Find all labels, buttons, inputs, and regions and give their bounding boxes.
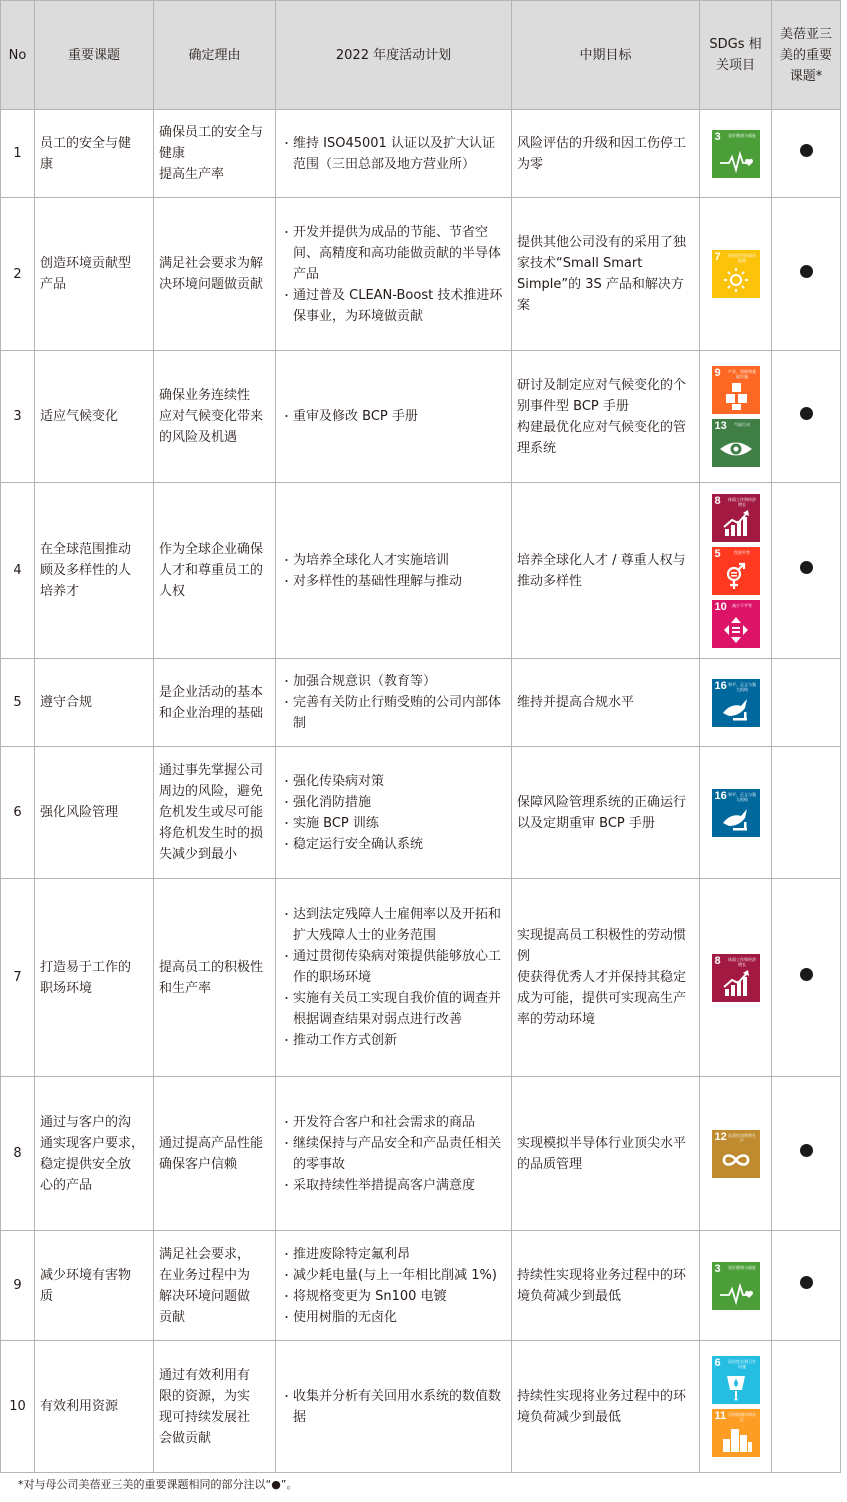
reason-line: 人才和尊重员工的 [159,563,264,578]
plan-list [281,771,506,855]
topic-line: 创造环境贡献型 [40,256,132,271]
reason-cell [154,483,276,659]
parent-match-dot [800,968,813,981]
plan-item: ・ 强化消防措施 [281,792,506,813]
reason-line: 通过有效利用有 [159,1367,251,1383]
sdg-list [700,494,771,648]
plan-item: ・ 维持 ISO45001 认证以及扩大认证范围（三田总部及地方营业所） [281,133,506,175]
topic-line: 打造易于工作的 [40,959,132,975]
sdg-number: 8 [714,954,721,967]
parent-mark-cell [772,351,841,483]
row-number: 10 [1,1341,35,1473]
sdg-cell [700,198,772,351]
plan-item: ・ 推动工作方式创新 [281,1030,506,1051]
parent-mark-cell [772,1077,841,1231]
reason-line: 提高生产率 [159,167,225,182]
water-drop-icon [712,1356,760,1404]
row-number: 7 [1,879,35,1077]
topic-line: 适应气候变化 [40,409,119,424]
plan-item: ・ 达到法定残障人士雇佣率以及开拓和扩大残障人士的业务范围 [281,904,506,946]
reason-cell [154,110,276,198]
topic-cell [35,198,154,351]
reason-line: 和生产率 [159,980,212,996]
sdg-title: 体面工作和经济增长 [728,956,756,967]
reason-line: 通过事先掌握公司 [159,763,264,778]
table-row [1,198,841,351]
plan-item: ・ 通过贯彻传染病对策提供能够放心工作的职场环境 [281,946,506,988]
goal-text: 培养全球化人才 / 尊重人权与推动多样性 [517,552,686,589]
topic-cell [35,1231,154,1341]
topic-line: 顾及多样性的人 [40,563,132,578]
goal-text: 提供其他公司没有的采用了独家技术“Small Smart Simple”的 3S 产品和解决方案 [517,235,687,313]
plan-cell [276,198,512,351]
plan-item: ・ 开发符合客户和社会需求的商品 [281,1112,506,1133]
topic-line: 有效利用资源 [40,1399,119,1414]
sdg-title: 清洁饮水和卫生设施 [728,1359,756,1369]
topic-line: 康 [40,156,54,172]
plan-cell [276,110,512,198]
sdg-title: 产业、创新和基础设施 [728,369,756,379]
sdg-list [700,1262,771,1310]
city-buildings-icon [712,1409,760,1457]
sdg-title: 和平、正义与强大机构 [728,681,756,692]
topic-line: 通实现客户要求， [40,1135,145,1151]
plan-item: ・ 通过普及 CLEAN-Boost 技术推进环保事业，为环境做贡献 [281,285,506,327]
plan-item: ・ 减少耗电量(与上一年相比削减 1%) [281,1265,506,1286]
sdg-number: 13 [714,420,727,432]
topic-cell [35,879,154,1077]
plan-item: ・ 将规格变更为 Sn100 电镀 [281,1286,506,1307]
topic-cell [35,747,154,879]
sdg-cell [700,351,772,483]
parent-mark-cell [772,1341,841,1473]
plan-item: ・ 使用树脂的无卤化 [281,1307,506,1328]
reason-line: 和企业治理的基础 [159,705,264,721]
plan-item: ・ 推进废除特定氟利昂 [281,1244,506,1265]
footnote: *对与母公司美蓓亚三美的重要课题相同的部分注以“●”。 [18,1478,298,1491]
goal-text: 研讨及制定应对气候变化的个别事件型 BCP 手册 [517,377,687,414]
plan-cell [276,659,512,747]
header-sdgs: SDGs 相关项目 [700,1,772,110]
topic-cell [35,1077,154,1231]
topic-cell [35,483,154,659]
plan-item: ・ 实施 BCP 训练 [281,813,506,834]
sdg-title: 良好健康与福祉 [728,1264,756,1270]
table-row [1,747,841,879]
reason-line: 的风险及机遇 [159,430,238,445]
table-row [1,1231,841,1341]
sdg-number: 16 [714,789,727,802]
sdg-number: 3 [714,1262,721,1275]
reason-line: 决环境问题做贡献 [159,277,264,292]
topic-cell [35,110,154,198]
plan-item: ・ 为培养全球化人才实施培训 [281,550,506,571]
plan-list [281,1244,506,1328]
goal-text: 实现提高员工积极性的劳动惯例 [517,928,687,964]
goal-cell [512,198,700,351]
topic-line: 在全球范围推动 [40,542,132,557]
sdg-list [700,789,771,837]
sdg-goal-9-badge [712,366,760,414]
topic-line: 质 [40,1288,54,1304]
reason-line: 解决环境问题做 [159,1288,251,1304]
plan-cell [276,1341,512,1473]
plan-item: ・ 继续保持与产品安全和产品责任相关的零事故 [281,1133,506,1175]
plan-list [281,406,506,427]
growth-chart-icon [712,954,760,1002]
sdg-list [700,130,771,178]
goal-text: 维持并提高合规水平 [517,695,635,710]
sdg-goal-16-badge [712,679,760,727]
topic-cell [35,351,154,483]
reason-cell [154,1341,276,1473]
topic-line: 遵守合规 [40,695,93,710]
sdg-cell [700,1231,772,1341]
reason-cell [154,351,276,483]
reason-line: 贡献 [159,1309,186,1325]
table-row [1,1077,841,1231]
table-row [1,659,841,747]
header-row [1,1,841,110]
plan-list [281,550,506,592]
sdg-number: 12 [714,1130,727,1143]
plan-item: ・ 加强合规意识（教育等） [281,671,506,692]
reason-line: 提高员工的积极性 [159,959,264,975]
header-plan: 2022 年度活动计划 [276,1,512,110]
topic-line: 产品 [40,277,67,292]
sdg-goal-10-badge [712,600,760,648]
parent-mark-cell [772,1231,841,1341]
parent-mark-cell [772,483,841,659]
reason-line: 满足社会要求， [159,1246,251,1262]
plan-cell [276,1077,512,1231]
goal-text: 构建最优化应对气候变化的管理系统 [517,419,687,456]
sdg-title: 良好健康与福祉 [728,132,756,138]
reduced-inequality-icon [712,600,760,648]
topic-cell [35,659,154,747]
reason-line: 满足社会要求为解 [159,256,264,271]
parent-match-dot [800,265,813,278]
sdg-cell [700,483,772,659]
parent-match-dot [800,561,813,574]
plan-cell [276,747,512,879]
sdg-goal-3-badge [712,130,760,178]
sdg-goal-6-badge [712,1356,760,1404]
sdg-list [700,679,771,727]
reason-line: 危机发生或尽可能 [159,805,264,820]
sdg-list [700,1356,771,1457]
reason-line: 限的资源，为实 [159,1388,251,1404]
plan-item: ・ 强化传染病对策 [281,771,506,792]
plan-list [281,222,506,327]
plan-cell [276,879,512,1077]
topic-line: 心的产品 [40,1177,93,1193]
sdg-title: 和平、正义与强大机构 [728,791,756,802]
topic-line: 强化风险管理 [40,805,119,820]
goal-cell [512,1231,700,1341]
sdg-number: 7 [714,251,721,263]
sdg-title: 减少不平等 [732,602,752,608]
infinity-icon [712,1130,760,1178]
sdg-goal-8-badge [712,494,760,542]
reason-line: 健康 [159,146,186,161]
sdg-cell [700,110,772,198]
parent-mark-cell [772,110,841,198]
parent-mark-cell [772,198,841,351]
plan-item: ・ 重审及修改 BCP 手册 [281,406,506,427]
goal-text: 风险评估的升级和因工伤停工为零 [517,135,687,172]
goal-text: 持续性实现将业务过程中的环境负荷减少到最低 [517,1388,687,1425]
reason-line: 人权 [159,584,186,599]
goal-cell [512,351,700,483]
row-number: 3 [1,351,35,483]
goal-cell [512,879,700,1077]
gender-equality-icon [712,547,760,595]
sdg-goal-3-badge [712,1262,760,1310]
sdg-list [700,366,771,467]
parent-match-dot [800,1144,813,1157]
eye-earth-icon [712,419,760,467]
topic-line: 职场环境 [40,980,93,996]
row-number: 4 [1,483,35,659]
sdg-list [700,250,771,298]
table-row [1,351,841,483]
heartbeat-icon [712,1262,760,1310]
header-topic: 重要课题 [35,1,154,110]
sdg-goal-8-badge [712,954,760,1002]
parent-mark-cell [772,879,841,1077]
reason-cell [154,1231,276,1341]
sdg-cell [700,659,772,747]
topic-cell [35,1341,154,1473]
reason-cell [154,1077,276,1231]
sdg-cell [700,1341,772,1473]
reason-line: 现可持续发展社 [159,1409,251,1425]
parent-match-dot [800,1276,813,1289]
sdg-title: 经济适用的清洁能源 [728,253,756,263]
sdg-cell [700,879,772,1077]
reason-line: 会做贡献 [159,1430,212,1446]
sdg-goal-12-badge [712,1130,760,1178]
sdg-list [700,1130,771,1178]
sdg-number: 3 [714,130,721,143]
topic-line: 减少环境有害物 [40,1267,132,1283]
sdg-number: 8 [714,494,721,507]
plan-item: ・ 稳定运行安全确认系统 [281,834,506,855]
goal-text: 实现模拟半导体行业顶尖水平的品质管理 [517,1135,687,1172]
row-number: 8 [1,1077,35,1231]
sdg-number: 10 [714,600,727,613]
goal-cell [512,747,700,879]
reason-line: 应对气候变化带来 [159,409,264,424]
reason-line: 确保员工的安全与 [159,125,264,140]
sdg-title: 体面工作和经济增长 [728,496,756,507]
plan-item: ・ 采取持续性举措提高客户满意度 [281,1175,506,1196]
plan-item: ・ 对多样性的基础性理解与推动 [281,571,506,592]
sdg-title: 负责任消费和生产 [728,1132,756,1143]
table-body [1,110,841,1473]
header-goal: 中期目标 [512,1,700,110]
plan-list [281,1386,506,1428]
dove-gavel-icon [712,679,760,727]
goal-cell [512,659,700,747]
growth-chart-icon [712,494,760,542]
plan-item: ・ 收集并分析有关回用水系统的数值数据 [281,1386,506,1428]
sdg-title: 可持续城市和社区 [728,1412,756,1422]
reason-cell [154,198,276,351]
goal-cell [512,1341,700,1473]
table-row [1,879,841,1077]
sdg-goal-13-badge [712,419,760,467]
parent-match-dot [800,144,813,157]
cubes-icon [712,366,760,414]
reason-cell [154,659,276,747]
reason-line: 将危机发生时的损 [159,826,264,841]
reason-cell [154,879,276,1077]
reason-line: 作为全球企业确保 [159,542,264,557]
row-number: 6 [1,747,35,879]
heartbeat-icon [712,130,760,178]
goal-text: 持续性实现将业务过程中的环境负荷减少到最低 [517,1267,687,1304]
reason-line: 是企业活动的基本 [159,684,264,700]
plan-item: ・ 实施有关员工实现自我价值的调查并根据调查结果对弱点进行改善 [281,988,506,1030]
reason-line: 确保客户信赖 [159,1156,238,1172]
sdg-goal-11-badge [712,1409,760,1457]
parent-match-dot [800,407,813,420]
table-row [1,483,841,659]
reason-line: 在业务过程中为 [159,1267,251,1283]
sdg-cell [700,1077,772,1231]
sun-power-icon [712,250,760,298]
plan-list [281,133,506,175]
plan-list [281,671,506,734]
sdg-number: 16 [714,679,727,692]
goal-cell [512,483,700,659]
plan-list [281,904,506,1051]
sdg-title: 气候行动 [734,422,750,427]
table-row [1,110,841,198]
goal-text: 保障风险管理系统的正确运行以及定期重审 BCP 手册 [517,794,687,831]
reason-line: 通过提高产品性能 [159,1135,264,1151]
sdg-list [700,954,771,1002]
dove-gavel-icon [712,789,760,837]
topic-line: 培养才 [40,584,80,599]
sdg-number: 5 [714,547,721,560]
plan-list [281,1112,506,1196]
goal-cell [512,1077,700,1231]
sdg-title: 性别平等 [734,549,750,555]
goal-text: 使获得优秀人才并保持其稳定成为可能，提供可实现高生产率的劳动环境 [517,970,687,1027]
row-number: 9 [1,1231,35,1341]
reason-cell [154,747,276,879]
sdg-goal-5-badge [712,547,760,595]
plan-cell [276,483,512,659]
plan-item: ・ 开发并提供为成品的节能、节省空间、高精度和高功能做贡献的半导体产品 [281,222,506,285]
reason-line: 周边的风险，避免 [159,784,264,799]
sdg-cell [700,747,772,879]
header-no: No [1,1,35,110]
row-number: 2 [1,198,35,351]
plan-cell [276,1231,512,1341]
reason-line: 失减少到最小 [159,847,238,862]
sdg-goal-16-badge [712,789,760,837]
topic-line: 员工的安全与健 [40,135,132,151]
header-parent: 美蓓亚三美的重要课题* [772,1,841,110]
topic-line: 通过与客户的沟 [40,1114,132,1130]
goal-cell [512,110,700,198]
row-number: 5 [1,659,35,747]
plan-item: ・ 完善有关防止行贿受贿的公司内部体制 [281,692,506,734]
table-row [1,1341,841,1473]
parent-mark-cell [772,747,841,879]
sdg-number: 6 [714,1357,721,1369]
topic-line: 稳定提供安全放 [40,1156,132,1172]
header-reason: 确定理由 [154,1,276,110]
parent-mark-cell [772,659,841,747]
reason-line: 确保业务连续性 [159,388,251,403]
sdg-number: 9 [714,367,721,379]
sdg-goal-7-badge [712,250,760,298]
sdg-number: 11 [714,1410,727,1422]
row-number: 1 [1,110,35,198]
plan-cell [276,351,512,483]
